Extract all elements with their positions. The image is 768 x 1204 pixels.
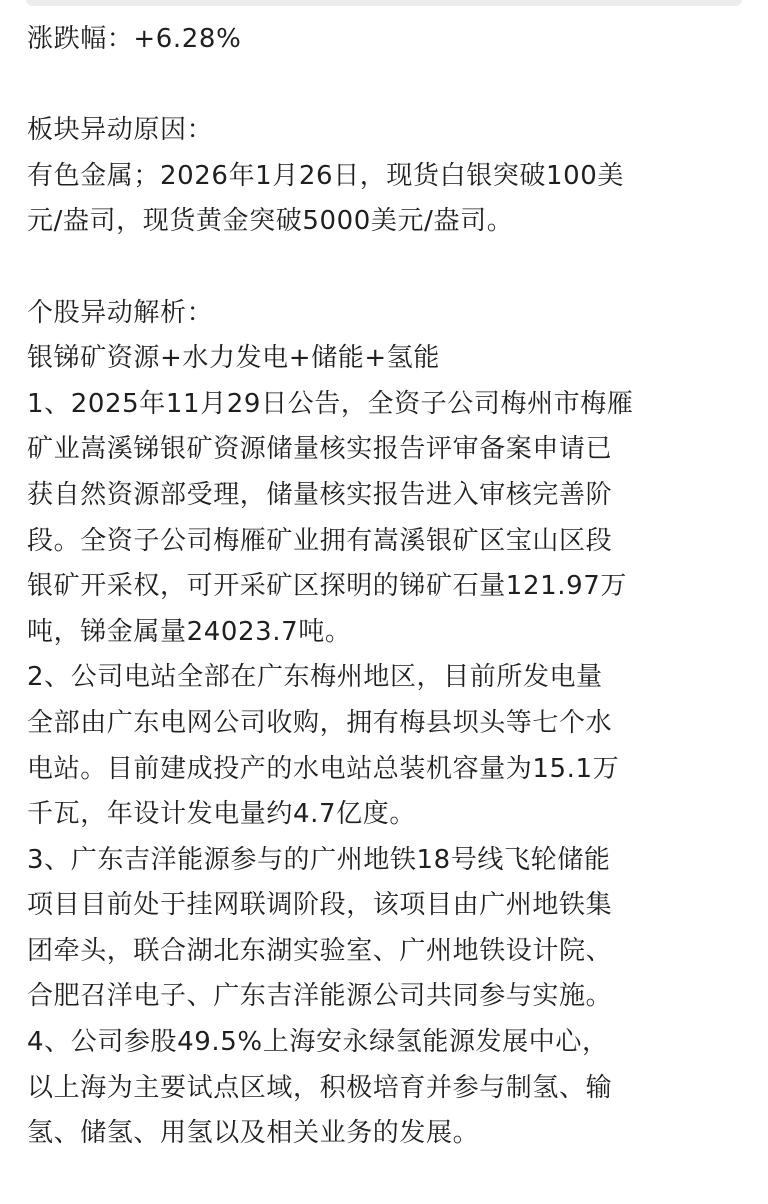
point-2-text: 千瓦，年设计发电量约4.7亿度。 [27,799,416,830]
point-1-text: 矿业嵩溪锑银矿资源储量核实报告评审备案申请已 [27,434,613,465]
point-1-text: 银矿开采权，可开采矿区探明的锑矿石量121.97万 [27,571,627,602]
point-3-text: 项目目前处于挂网联调阶段，该项目由广州地铁集 [27,890,613,921]
point-3-text: 合肥召洋电子、广东吉洋能源公司共同参与实施。 [27,981,613,1012]
article-body [27,17,747,1157]
point-2-text: 全部由广东电网公司收购，拥有梅县坝头等七个水 [27,707,613,738]
point-1-text: 1、2025年11月29日公告，全资子公司梅州市梅雁 [27,388,634,419]
point-4-text: 氢、储氢、用氢以及相关业务的发展。 [27,1118,480,1149]
point-1-text: 段。全资子公司梅雁矿业拥有嵩溪银矿区宝山区段 [27,525,613,556]
change-percentage-line: 涨跌幅：+6.28% [27,24,242,54]
stock-concepts: 银锑矿资源+水力发电+储能+氢能 [27,343,440,374]
blank-line [27,245,747,291]
point-4-text: 以上海为主要试点区域，积极培育并参与制氢、输 [27,1072,613,1103]
point-1-text: 获自然资源部受理，储量核实报告进入审核完善阶 [27,479,613,510]
top-edge-strip [26,0,742,6]
point-1-text: 吨，锑金属量24023.7吨。 [27,616,352,647]
stock-analysis-heading: 个股异动解析： [27,297,214,328]
blank-line [27,63,747,109]
sector-reason-text: 元/盎司，现货黄金突破5000美元/盎司。 [27,206,514,237]
sector-reason-text: 有色金属；2026年1月26日，现货白银突破100美 [27,160,625,191]
point-2-text: 电站。目前建成投产的水电站总装机容量为15.1万 [27,753,620,784]
sector-reason-heading: 板块异动原因： [27,115,214,146]
point-4-text: 4、公司参股49.5%上海安永绿氢能源发展中心， [27,1027,609,1058]
point-2-text: 2、公司电站全部在广东梅州地区，目前所发电量 [27,662,603,693]
point-3-text: 团牵头，联合湖北东湖实验室、广州地铁设计院、 [27,935,613,966]
point-3-text: 3、广东吉洋能源参与的广州地铁18号线飞轮储能 [27,844,611,875]
